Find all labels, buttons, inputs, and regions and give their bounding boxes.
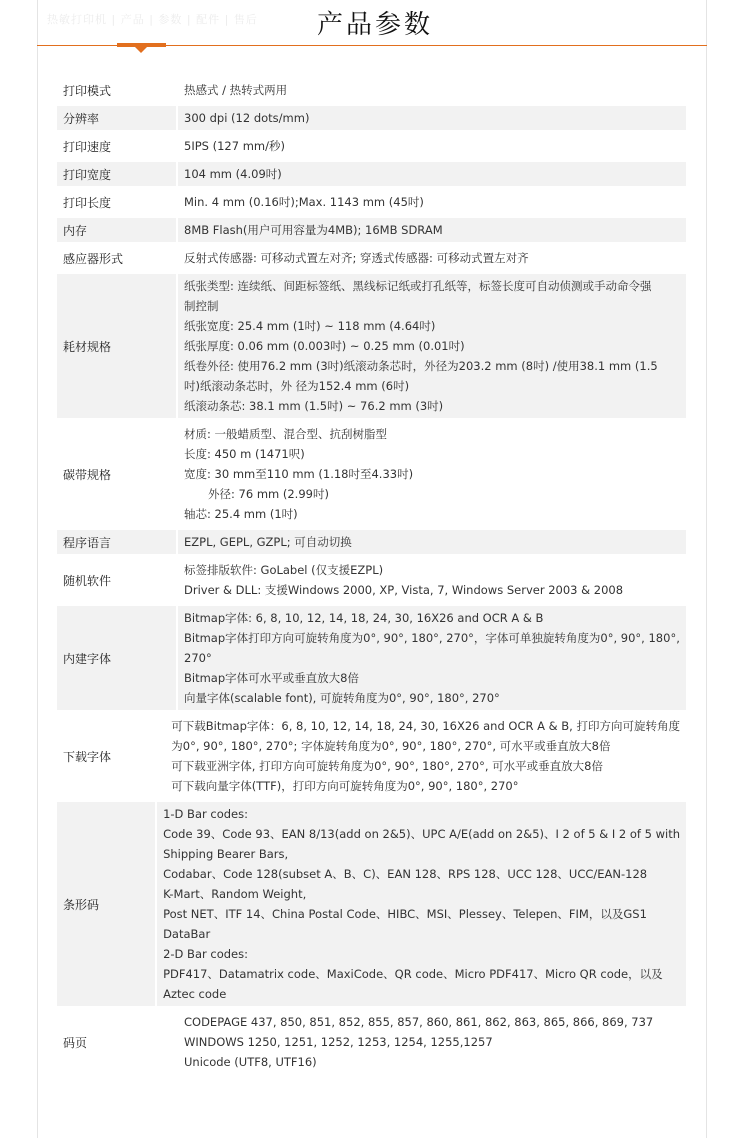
spec-value-line: Min. 4 mm (0.16吋);Max. 1143 mm (45吋) [184, 195, 424, 209]
spec-value-line: 1-D Bar codes: [163, 807, 248, 821]
section-header [0, 0, 750, 56]
spec-value-line: 可下载亚洲字体, 打印方向可旋转角度为0°, 90°, 180°, 270°, 可水平或垂直放大8倍 [171, 759, 603, 773]
spec-row [57, 190, 686, 214]
spec-value-line: Shipping Bearer Bars, [163, 847, 289, 861]
spec-label: 程序语言 [57, 530, 176, 554]
spec-value [178, 274, 686, 418]
spec-value [178, 558, 686, 602]
spec-value-line: EZPL, GEPL, GZPL; 可自动切换 [184, 535, 352, 549]
spec-value-line: 向量字体(scalable font), 可旋转角度为0°, 90°, 180°, 270° [184, 691, 500, 705]
spec-label: 打印模式 [63, 83, 112, 98]
spec-value [178, 246, 686, 270]
spec-value [178, 134, 686, 158]
spec-value-line: 反射式传感器: 可移动式置左对齐; 穿透式传感器: 可移动式置左对齐 [184, 251, 529, 265]
spec-row [57, 558, 686, 602]
spec-value-line: 吋)纸滚动条芯时，外 径为152.4 mm (6吋) [184, 379, 410, 393]
spec-value-line: CODEPAGE 437, 850, 851, 852, 855, 857, 860, 861, 862, 863, 865, 866, 869, 737 [184, 1015, 654, 1029]
spec-row [57, 78, 686, 102]
spec-value-line: Driver & DLL: 支援Windows 2000, XP, Vista, 7, Windows Server 2003 & 2008 [184, 583, 624, 597]
spec-label: 条形码 [57, 802, 155, 1006]
spec-value-line: 纸滚动条芯: 38.1 mm (1.5吋) ~ 76.2 mm (3吋) [184, 399, 444, 413]
spec-value [178, 190, 686, 214]
spec-value-line: 制控制 [184, 299, 219, 313]
spec-value-line: Bitmap字体打印方向可旋转角度为0°, 90°, 180°, 270°，字体可单独旋转角度为0°, 90°, 180°, [184, 631, 680, 645]
spec-row [57, 106, 686, 130]
spec-value-line: 纸张类型: 连续纸、间距标签纸、黑线标记纸或打孔纸等，标签长度可自动侦测或手动命令强 [184, 279, 652, 293]
spec-value-line: Bitmap字体可水平或垂直放大8倍 [184, 671, 359, 685]
spec-label: 耗材规格 [57, 274, 176, 418]
spec-value-line: PDF417、Datamatrix code、MaxiCode、QR code、Micro PDF417、Micro QR code，以及 [163, 967, 663, 981]
spec-value-line: K-Mart、Random Weight, [163, 887, 307, 901]
spec-row [57, 218, 686, 242]
spec-row [57, 162, 686, 186]
spec-value-line: Codabar、Code 128(subset A、B、C)、EAN 128、RPS 128、UCC 128、UCC/EAN-128 [163, 867, 648, 881]
spec-value-line: 轴芯: 25.4 mm (1吋) [184, 507, 298, 521]
spec-label: 感应器形式 [63, 251, 124, 266]
spec-value-line: 5IPS (127 mm/秒) [184, 139, 285, 153]
spec-label: 内建字体 [57, 606, 176, 710]
spec-value-line: WINDOWS 1250, 1251, 1252, 1253, 1254, 1255,1257 [184, 1035, 493, 1049]
spec-value-line: Unicode (UTF8, UTF16) [184, 1055, 317, 1069]
faded-tab-strip: 热敏打印机 | 产品 | 参数 | 配件 | 售后 [47, 13, 258, 26]
spec-row [57, 714, 686, 798]
spec-value-line: 8MB Flash(用户可用容量为4MB); 16MB SDRAM [184, 223, 443, 237]
spec-value-line: Code 39、Code 93、EAN 8/13(add on 2&5)、UPC A/E(add on 2&5)、I 2 of 5 & I 2 of 5 with [163, 827, 680, 841]
spec-value-line: 长度: 450 m (1471呎) [184, 447, 305, 461]
spec-row [57, 422, 686, 526]
spec-row [57, 246, 686, 270]
spec-label: 碳带规格 [63, 467, 112, 482]
spec-value-line: 可下载Bitmap字体：6, 8, 10, 12, 14, 18, 24, 30, 16X26 and OCR A & B, 打印方向可旋转角度 [171, 719, 680, 733]
spec-table [57, 78, 686, 1078]
spec-value [178, 218, 686, 242]
spec-value-line: 纸卷外径: 使用76.2 mm (3吋)纸滚动条芯时，外径为203.2 mm (8吋) /使用38.1 mm (1.5 [184, 359, 658, 373]
spec-label: 码页 [63, 1035, 88, 1050]
spec-label: 打印速度 [63, 139, 112, 154]
spec-value [165, 714, 686, 798]
spec-label: 内存 [57, 218, 176, 242]
spec-value [178, 1010, 686, 1074]
page-title: 产品参数 [316, 10, 433, 40]
spec-value-line: 热感式 / 热转式两用 [184, 83, 288, 97]
spec-value-line: Post NET、ITF 14、China Postal Code、HIBC、MSI、Plessey、Telepen、FIM，以及GS1 [163, 907, 647, 921]
spec-row [57, 802, 686, 1006]
spec-label: 打印宽度 [57, 162, 176, 186]
spec-label: 分辨率 [57, 106, 176, 130]
spec-value [178, 530, 686, 554]
spec-value-line: 可下载向量字体(TTF)，打印方向可旋转角度为0°, 90°, 180°, 270° [171, 779, 519, 793]
spec-value [178, 106, 686, 130]
spec-value-line: 2-D Bar codes: [163, 947, 248, 961]
spec-value-line: 宽度: 30 mm至110 mm (1.18吋至4.33吋) [184, 467, 414, 481]
spec-value-line: Aztec code [163, 987, 227, 1001]
spec-value-line: 标签排版软件: GoLabel (仅支援EZPL) [184, 563, 384, 577]
spec-value-line: Bitmap字体: 6, 8, 10, 12, 14, 18, 24, 30, 16X26 and OCR A & B [184, 611, 544, 625]
spec-value-line: 104 mm (4.09吋) [184, 167, 282, 181]
spec-value [157, 802, 686, 1006]
spec-value-line: 纸张宽度: 25.4 mm (1吋) ~ 118 mm (4.64吋) [184, 319, 436, 333]
spec-value-line: DataBar [163, 927, 211, 941]
spec-value-line: 材质: 一般蜡质型、混合型、抗刮树脂型 [184, 427, 388, 441]
spec-row [57, 530, 686, 554]
spec-value [178, 422, 686, 526]
header-accent-arrow-icon [135, 47, 147, 53]
spec-value [178, 78, 686, 102]
spec-row [57, 606, 686, 710]
spec-value-line: 270° [184, 651, 212, 665]
spec-label: 下载字体 [63, 749, 112, 764]
spec-label: 随机软件 [63, 573, 112, 588]
spec-value [178, 162, 686, 186]
spec-value-line: 外径: 76 mm (2.99吋) [208, 487, 329, 501]
spec-row [57, 274, 686, 418]
spec-value-line: 为0°, 90°, 180°, 270°; 字体旋转角度为0°, 90°, 180°, 270°, 可水平或垂直放大8倍 [171, 739, 611, 753]
spec-value [178, 606, 686, 710]
spec-label: 打印长度 [63, 195, 112, 210]
spec-value-line: 300 dpi (12 dots/mm) [184, 111, 310, 125]
spec-row [57, 1010, 686, 1074]
spec-value-line: 纸张厚度: 0.06 mm (0.003吋) ~ 0.25 mm (0.01吋) [184, 339, 465, 353]
spec-row [57, 134, 686, 158]
